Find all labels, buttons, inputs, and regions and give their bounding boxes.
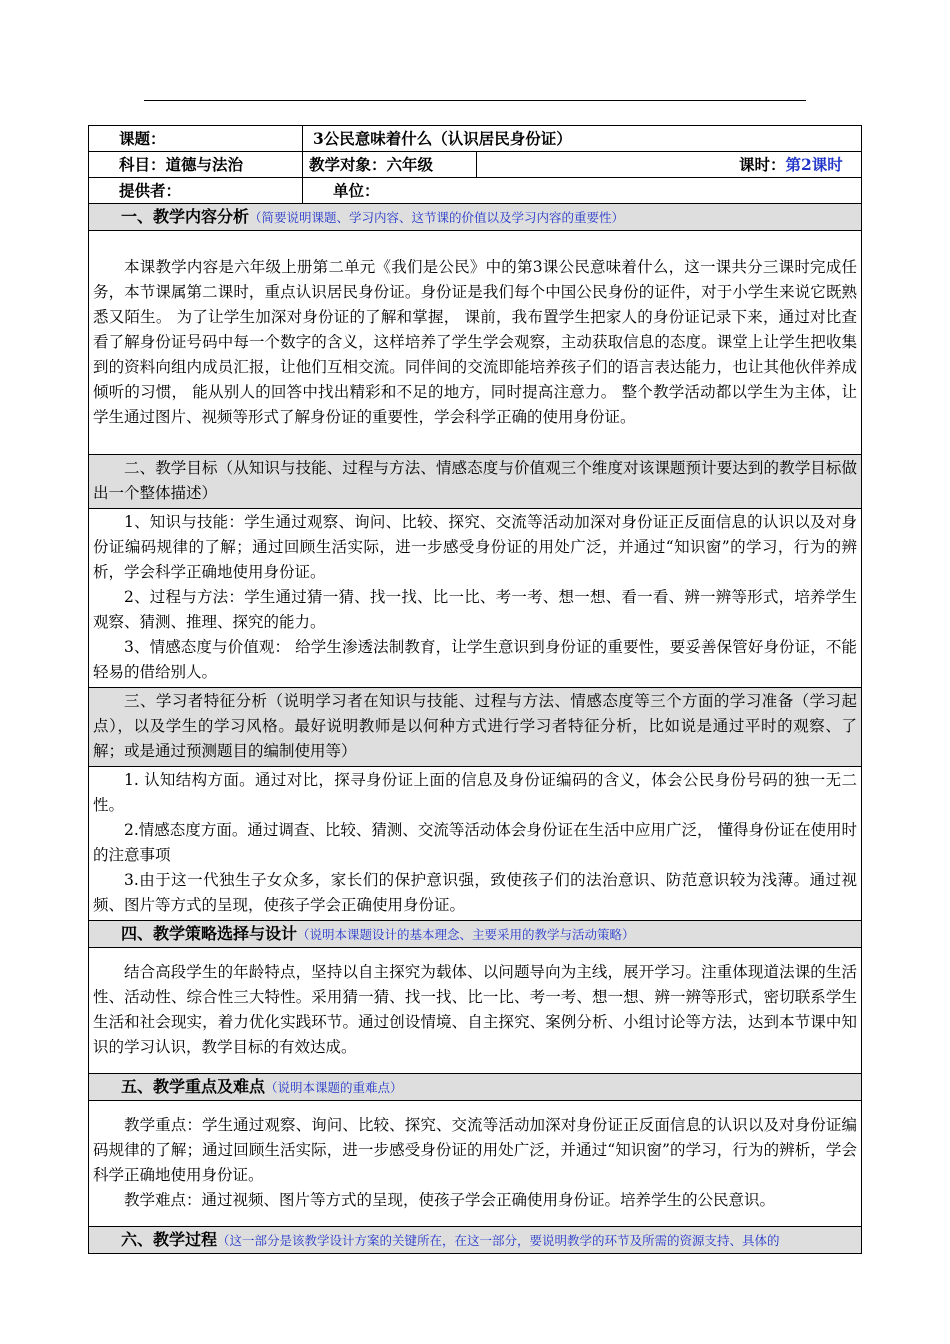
section-4-header: [89, 921, 862, 948]
period-label: 课时：: [739, 155, 786, 174]
period-value: 第2课时: [785, 155, 843, 174]
section-2-body: [89, 509, 862, 688]
section-5-header: [89, 1074, 862, 1101]
section-6-note: （这一部分是该教学设计方案的关键所在，在这一部分，要说明教学的环节及所需的资源支持、具体的: [217, 1233, 780, 1248]
section-3-header: [89, 688, 862, 767]
subject-label: 科目：道德与法治: [89, 152, 303, 178]
key-point: 教学重点：学生通过观察、询问、比较、探究、交流等活动加深对身份证正反面信息的认识以及对身份证编码规律的了解；通过回顾生活实际，进一步感受身份证的用处广泛，并通过“知识窗”的学习，行为的辨析，学会科学正确地使用身份证。: [93, 1116, 857, 1184]
strategy-paragraph: 结合高段学生的年龄特点，坚持以自主探究为载体、以问题导向为主线，展开学习。注重体现道法课的生活性、活动性、综合性三大特性。采用猜一猜、找一找、比一比、考一考、想一想、辨一辨等形式，密切联系学生生活和社会现实，着力优化实践环节。通过创设情境、自主探究、案例分析、小组讨论等方法，达到本节课中知识的学习认识，教学目标的有效达成。: [93, 963, 857, 1056]
provider-row: [89, 178, 862, 204]
section-6-header: [89, 1227, 862, 1254]
section-2-header: [89, 455, 862, 509]
learner-cognitive: 1. 认知结构方面。通过对比，探寻身份证上面的信息及身份证编码的含义，体会公民身份号码的独一无二性。: [93, 771, 857, 814]
objective-process: 2、过程与方法：学生通过猜一猜、找一找、比一比、考一考、想一想、看一看、辨一辨等形式，培养学生观察、猜测、推理、探究的能力。: [93, 588, 857, 631]
topic-label: 课题：: [89, 126, 303, 152]
section-4-note: （说明本课题设计的基本理念、主要采用的教学与活动策略）: [297, 927, 635, 942]
section-5-title: 五、教学重点及难点: [121, 1077, 266, 1096]
section-4-title: 四、教学策略选择与设计: [121, 924, 298, 943]
audience-label: 教学对象：六年级: [303, 152, 477, 178]
objective-knowledge: 1、知识与技能：学生通过观察、询问、比较、探究、交流等活动加深对身份证正反面信息的认识以及对身份证编码规律的了解；通过回顾生活实际，进一步感受身份证的用处广泛，并通过“知识窗”的学习，行为的辨析，学会科学正确地使用身份证。: [93, 513, 857, 581]
learner-attitude: 2.情感态度方面。通过调查、比较、猜测、交流等活动体会身份证在生活中应用广泛， 懂得身份证在使用时的注意事项: [93, 821, 857, 864]
section-1-header: [89, 204, 862, 231]
provider-label: 提供者：: [89, 178, 303, 204]
section-1-paragraph: 本课教学内容是六年级上册第二单元《我们是公民》中的第3课公民意味着什么，这一课共分三课时完成任务，本节课属第二课时，重点认识居民身份证。身份证是我们每个中国公民身份的证件，对于小学生来说它既熟悉又陌生。 为了让学生加深对身份证的了解和掌握， 课前，我布置学生把家人的身份证记录下来，通过对比查看了解身份证号码中每一个数字的含义，这样培养了学生学会观察，主动获取信息的态度。课堂上让学生把收集到的资料向组内成员汇报，让他们互相交流。同伴间的交流即能培养孩子们的语言表达能力，也让其他伙伴养成倾听的习惯， 能从别人的回答中找出精彩和不足的地方，同时提高注意力。 整个教学活动都以学生为主体，让学生通过图片、视频等形式了解身份证的重要性，学会科学正确的使用身份证。: [93, 257, 857, 426]
section-1-body: [89, 231, 862, 455]
lesson-plan-table: [88, 125, 862, 1254]
section-1-title: 一、教学内容分析: [121, 207, 250, 226]
objective-attitude: 3、情感态度与价值观： 给学生渗透法制教育，让学生意识到身份证的重要性，要妥善保管好身份证，不能轻易的借给别人。: [93, 638, 857, 681]
topic-row: [89, 126, 862, 152]
section-3-body: [89, 767, 862, 921]
section-1-note: （简要说明课题、学习内容、这节课的价值以及学习内容的重要性）: [249, 210, 625, 225]
subject-row: [89, 152, 862, 178]
section-5-note: （说明本课题的重难点）: [265, 1080, 403, 1095]
header-rule: [144, 100, 806, 101]
section-5-body: [89, 1101, 862, 1227]
section-3-title: 三、学习者特征分析（说明学习者在知识与技能、过程与方法、情感态度等三个方面的学习准备（学习起点），以及学生的学习风格。最好说明教师是以何种方式进行学习者特征分析，比如说是通过平时的观察、了解；或是通过预测题目的编制使用等）: [93, 692, 857, 760]
learner-background: 3.由于这一代独生子女众多，家长们的保护意识强，致使孩子们的法治意识、防范意识较为浅薄。通过视频、图片等方式的呈现，使孩子学会正确使用身份证。: [93, 871, 857, 914]
section-4-body: [89, 948, 862, 1074]
period-cell: [477, 152, 862, 178]
topic-value: 3公民意味着什么（认识居民身份证）: [303, 126, 862, 152]
section-2-title: 二、教学目标（从知识与技能、过程与方法、情感态度与价值观三个维度对该课题预计要达到的教学目标做出一个整体描述）: [93, 459, 857, 502]
difficult-point: 教学难点：通过视频、图片等方式的呈现，使孩子学会正确使用身份证。培养学生的公民意识。: [124, 1191, 776, 1209]
section-6-title: 六、教学过程: [121, 1230, 218, 1249]
unit-label: 单位：: [303, 178, 862, 204]
